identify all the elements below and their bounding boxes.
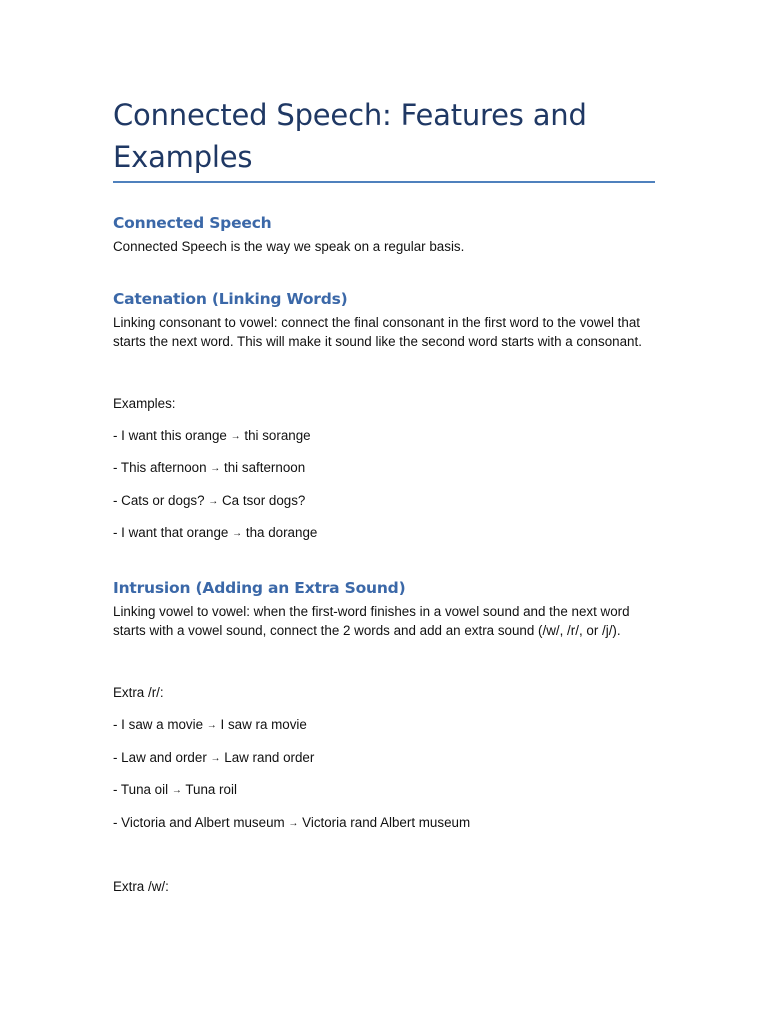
document-title: Connected Speech: Features and Examples [113, 98, 587, 174]
arrow-icon: → [206, 719, 217, 731]
arrow-icon: → [230, 430, 241, 442]
example-to: thi sorange [244, 427, 311, 443]
example-to: tha dorange [245, 525, 318, 541]
example-item [113, 426, 655, 446]
document-page [113, 94, 655, 908]
example-to: Law rand order [224, 749, 315, 765]
extra-w-label: Extra /w/: [113, 878, 169, 894]
example-from: - Tuna oil [113, 782, 169, 798]
example-from: - I saw a movie [113, 716, 204, 732]
extra-r-label: Extra /r/: [113, 685, 164, 701]
paragraph-intrusion: Linking vowel to vowel: when the first-word finishes in a vowel sound and the next word starts with a vowel sound, connect the 2 words and add an extra sound (/w/, /r/, or /j/). [113, 604, 630, 639]
example-from: - Victoria and Albert museum [113, 814, 285, 830]
example-from: - I want that orange [113, 525, 229, 541]
examples-label: Examples: [113, 396, 176, 411]
arrow-icon: → [208, 495, 219, 507]
example-item [113, 491, 655, 511]
example-item [113, 458, 655, 478]
title-underline [113, 181, 655, 183]
example-item [113, 813, 655, 833]
example-from: - This afternoon [113, 460, 207, 476]
arrow-icon: → [288, 817, 299, 829]
heading-catenation: Catenation (Linking Words) [113, 290, 348, 308]
example-to: Ca tsor dogs? [222, 492, 306, 508]
example-item [113, 748, 655, 768]
arrow-icon: → [210, 463, 221, 475]
example-to: Victoria rand Albert museum [302, 814, 471, 830]
example-to: I saw ra movie [220, 716, 307, 732]
arrow-icon: → [171, 785, 182, 797]
paragraph-connected-speech: Connected Speech is the way we speak on a regular basis. [113, 239, 465, 254]
heading-intrusion: Intrusion (Adding an Extra Sound) [113, 579, 406, 598]
paragraph-catenation: Linking consonant to vowel: connect the final consonant in the first word to the vowel that starts the next word. This will make it sound like the second word starts with a consonant. [113, 315, 642, 349]
example-from: - I want this orange [113, 427, 227, 443]
example-item [113, 715, 655, 735]
arrow-icon: → [232, 528, 243, 540]
example-from: - Cats or dogs? [113, 492, 205, 508]
arrow-icon: → [210, 752, 221, 764]
example-to: Tuna roil [185, 782, 237, 798]
example-to: thi safternoon [224, 460, 306, 476]
example-from: - Law and order [113, 749, 207, 765]
heading-connected-speech: Connected Speech [113, 214, 272, 232]
example-item [113, 780, 655, 800]
example-item [113, 523, 655, 543]
